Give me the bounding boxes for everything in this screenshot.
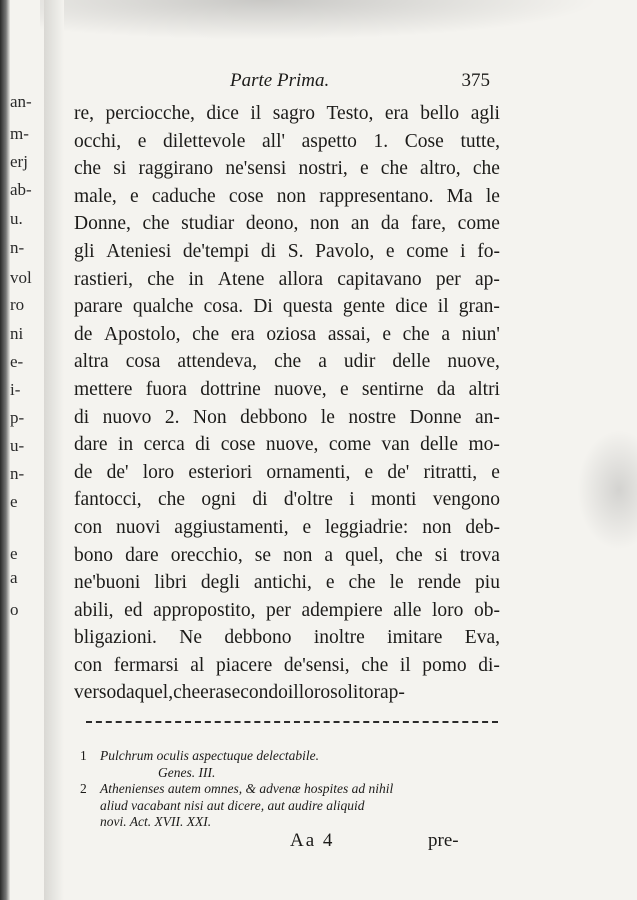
margin-fragment: e- (10, 352, 24, 371)
page-gutter (44, 0, 64, 900)
text-line: fantocci, che ogni di d'oltre i monti vengono (74, 489, 500, 511)
text-line: occhi, e dilettevole all' aspetto 1. Cose tutte, (74, 130, 500, 152)
margin-fragment: erj (10, 152, 28, 171)
text-line: altra cosa attendeva, che a udir delle nuove, (74, 351, 500, 373)
text-line: bono dare orecchio, se non a quel, che si trova (74, 544, 500, 566)
margin-fragment: p- (10, 408, 25, 427)
page-number: 375 (461, 70, 490, 91)
margin-fragment: ro (10, 295, 25, 314)
scan-top-shadow (40, 0, 600, 40)
text-line: verso da quel, che era secondo il loro solito rap- (74, 682, 405, 704)
text-line: mettere fuora dottrine nuove, e sentirne da altri (74, 378, 500, 400)
footnote (80, 748, 500, 781)
scan-edge-shadow (0, 0, 10, 900)
text-line: re, perciocche, dice il sagro Testo, era bello agli (74, 103, 500, 124)
footnote-continuation: aliud vacabant nisi aut dicere, aut audire aliquid (100, 797, 365, 813)
margin-fragment: an- (10, 92, 32, 111)
margin-fragment: vol (10, 268, 32, 287)
text-line: gli Ateniesi de'tempi di S. Pavolo, e come i fo- (74, 240, 500, 262)
margin-fragment: ni (10, 324, 24, 343)
text-line: con nuovi aggiustamenti, e leggiadrie: non deb- (74, 516, 500, 538)
margin-fragment: u- (10, 436, 25, 455)
text-line: che si raggirano ne'sensi nostri, e che altro, che (74, 158, 500, 180)
page-header (70, 70, 490, 96)
margin-fragment: ab- (10, 180, 32, 199)
text-line: di nuovo 2. Non debbono le nostre Donne an- (74, 406, 500, 428)
margin-fragment: a (10, 568, 18, 587)
margin-fragment: m- (10, 124, 29, 143)
margin-fragment: o (10, 600, 19, 619)
margin-fragment: e (10, 544, 18, 563)
scan-smudge (577, 430, 637, 550)
running-title: Parte Prima. (230, 70, 330, 91)
margin-fragment: e (10, 492, 18, 511)
margin-fragment: n- (10, 238, 25, 257)
margin-fragment: u. (10, 209, 23, 228)
text-line: de Apostolo, che era oziosa assai, e che a niun' (74, 323, 500, 345)
signature-mark: Aa 4 (290, 830, 335, 851)
body-text (74, 100, 500, 707)
text-line: con fermarsi al piacere de'sensi, che il pomo di- (74, 654, 500, 676)
text-line: Donne, che studiar deono, non an da fare, come (74, 213, 500, 235)
catchword: pre- (428, 830, 459, 851)
footnote-continuation: Genes. III. (158, 764, 216, 780)
margin-fragment: n- (10, 464, 25, 483)
text-line: dare in cerca di cose nuove, come van delle mo- (74, 434, 500, 456)
footnote-continuation: novi. Act. XVII. XXI. (100, 814, 212, 829)
footnote-rule (86, 721, 498, 723)
text-line: rastieri, che in Atene allora capitavano per ap- (74, 268, 500, 290)
text-line: ne'buoni libri degli antichi, e che le rende piu (74, 572, 500, 594)
footnote-text: Pulchrum oculis aspectuque delectabile. (100, 748, 319, 763)
text-line: de de' loro esteriori ornamenti, e de' ritratti, e (74, 461, 500, 483)
text-line: abili, ed appropostito, per adempiere alle loro ob- (74, 599, 500, 621)
footnote-text: Athenienses autem omnes, & advenæ hospites ad nihil (100, 781, 394, 796)
text-line: male, e caduche cose non rappresentano. Ma le (74, 185, 500, 207)
footnote-number: 2 (80, 781, 87, 796)
footnote (80, 781, 500, 831)
text-line: parare qualche cosa. Di questa gente dice il gran- (74, 296, 500, 318)
text-line: bligazioni. Ne debbono inoltre imitare Eva, (74, 627, 500, 649)
footnote-number: 1 (80, 748, 87, 763)
margin-fragment: i- (10, 380, 21, 399)
footnotes (80, 748, 500, 831)
